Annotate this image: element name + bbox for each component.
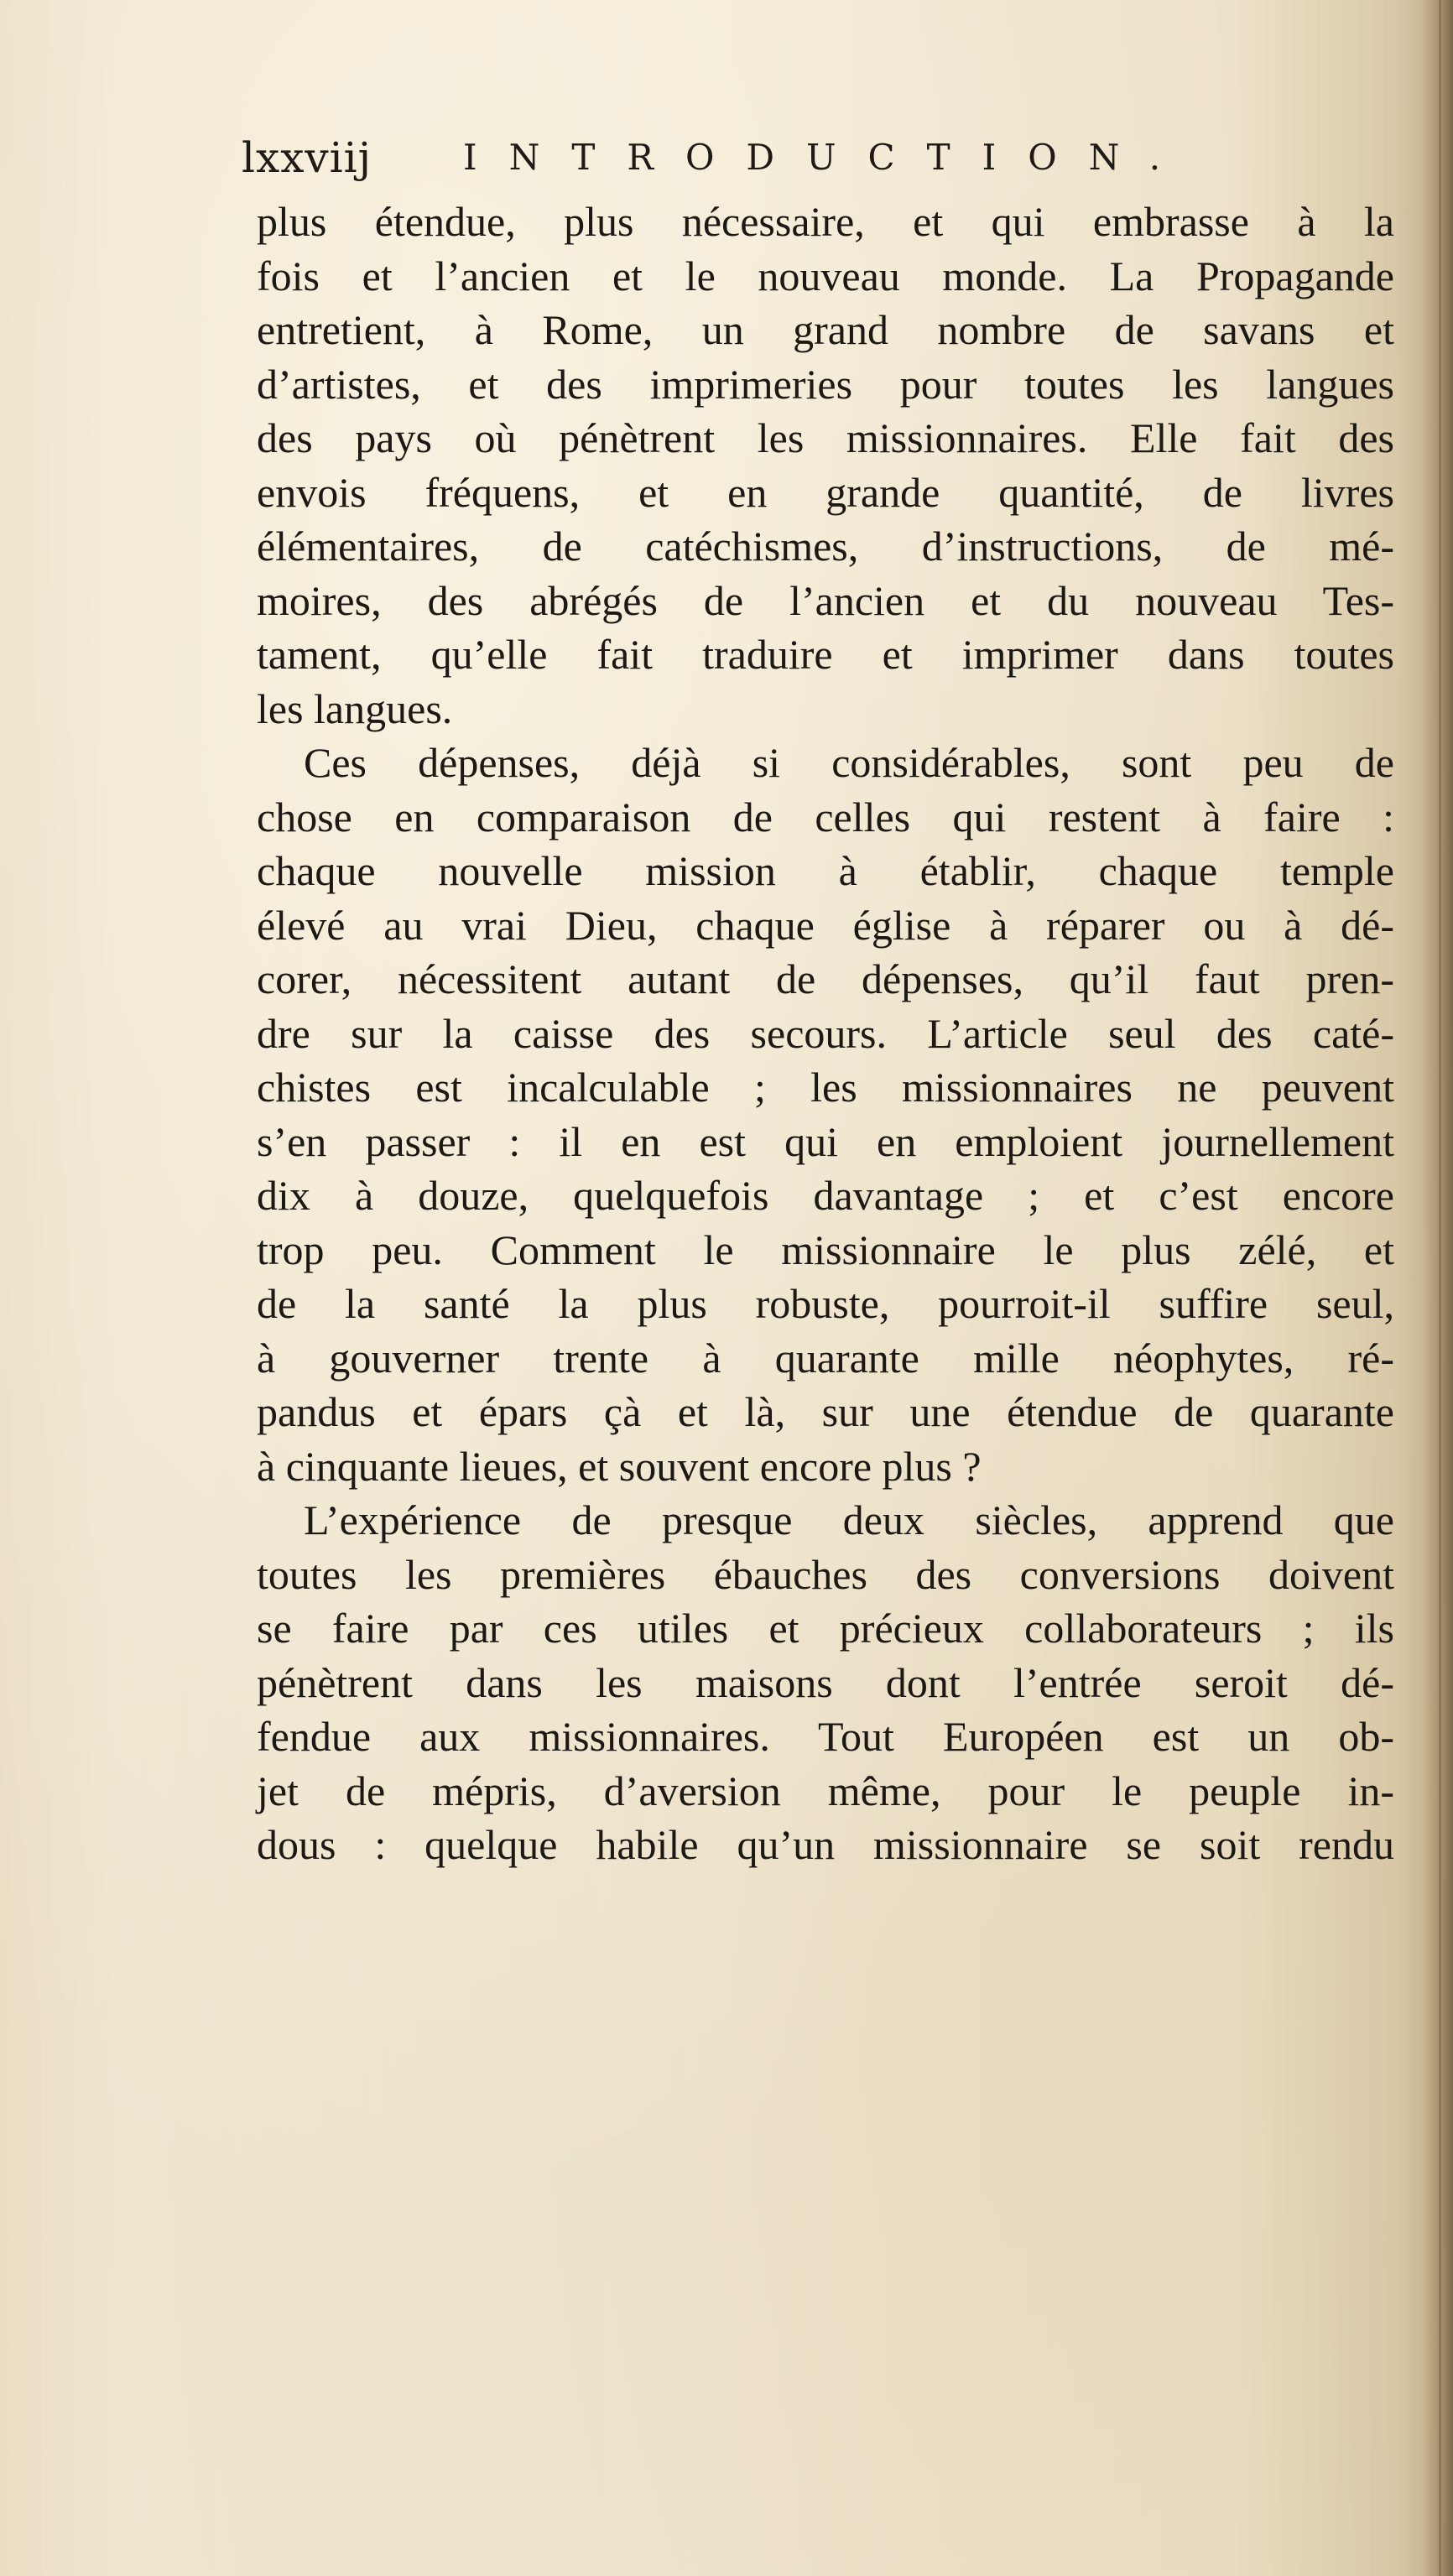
text-line: fois et l’ancien et le nouveau monde. La Propagande [257, 252, 1394, 299]
text-line: dre sur la caisse des secours. L’article seul des caté- [257, 1009, 1394, 1057]
text-line: chose en comparaison de celles qui restent à faire : [257, 793, 1394, 840]
text-line: à gouverner trente à quarante mille néophytes, ré- [257, 1334, 1394, 1382]
text-line: jet de mépris, d’aversion même, pour le peuple in- [257, 1767, 1394, 1814]
text-line: s’en passer : il en est qui en emploient journellement [257, 1117, 1394, 1165]
text-line: fendue aux missionnaires. Tout Européen est un ob- [257, 1713, 1394, 1760]
paragraph-start-line: Ces dépenses, déjà si considérables, sont peu de [304, 739, 1394, 786]
text-line: entretient, à Rome, un grand nombre de savans et [257, 306, 1394, 353]
text-line: de la santé la plus robuste, pourroit-il suffire seul, [257, 1280, 1394, 1327]
text-line: moires, des abrégés de l’ancien et du nouveau Tes- [257, 576, 1394, 624]
text-line: toutes les premières ébauches des conversions doivent [257, 1550, 1394, 1598]
text-line: se faire par ces utiles et précieux collaborateurs ; ils [257, 1605, 1394, 1652]
text-line: à cinquante lieues, et souvent encore plus ? [257, 1442, 982, 1490]
text-line: d’artistes, et des imprimeries pour toutes les langues [257, 360, 1394, 408]
text-line: chistes est incalculable ; les missionnaires ne peuvent [257, 1064, 1394, 1111]
text-line: élevé au vrai Dieu, chaque église à réparer ou à dé- [257, 901, 1394, 949]
page-number: lxxviij [242, 133, 372, 182]
text-line: trop peu. Comment le missionnaire le plus zélé, et [257, 1226, 1394, 1273]
text-line: dix à douze, quelquefois davantage ; et c’est encore [257, 1172, 1394, 1219]
text-line: chaque nouvelle mission à établir, chaque temple [257, 847, 1394, 894]
text-line: dous : quelque habile qu’un missionnaire se soit rendu [257, 1821, 1394, 1868]
paragraph-start-line: L’expérience de presque deux siècles, apprend que [304, 1496, 1394, 1543]
running-head [242, 124, 1399, 191]
page-edge-shadow [1421, 0, 1453, 2576]
page-edge-line [1439, 0, 1441, 2576]
text-line: pénètrent dans les maisons dont l’entrée seroit dé- [257, 1658, 1394, 1706]
body-text [257, 195, 1394, 1872]
text-line: des pays où pénètrent les missionnaires. Elle fait des [257, 414, 1394, 461]
text-line: envois fréquens, et en grande quantité, de livres [257, 468, 1394, 516]
text-line: corer, nécessitent autant de dépenses, qu’il faut pren- [257, 955, 1394, 1002]
text-line: pandus et épars çà et là, sur une étendue de quarante [257, 1388, 1394, 1435]
running-title: INTRODUCTION. [463, 137, 1193, 178]
text-line: plus étendue, plus nécessaire, et qui embrasse à la [257, 198, 1394, 245]
text-line: tament, qu’elle fait traduire et imprimer dans toutes [257, 631, 1394, 678]
text-line: élémentaires, de catéchismes, d’instructions, de mé- [257, 523, 1394, 570]
text-line: les langues. [257, 684, 453, 732]
